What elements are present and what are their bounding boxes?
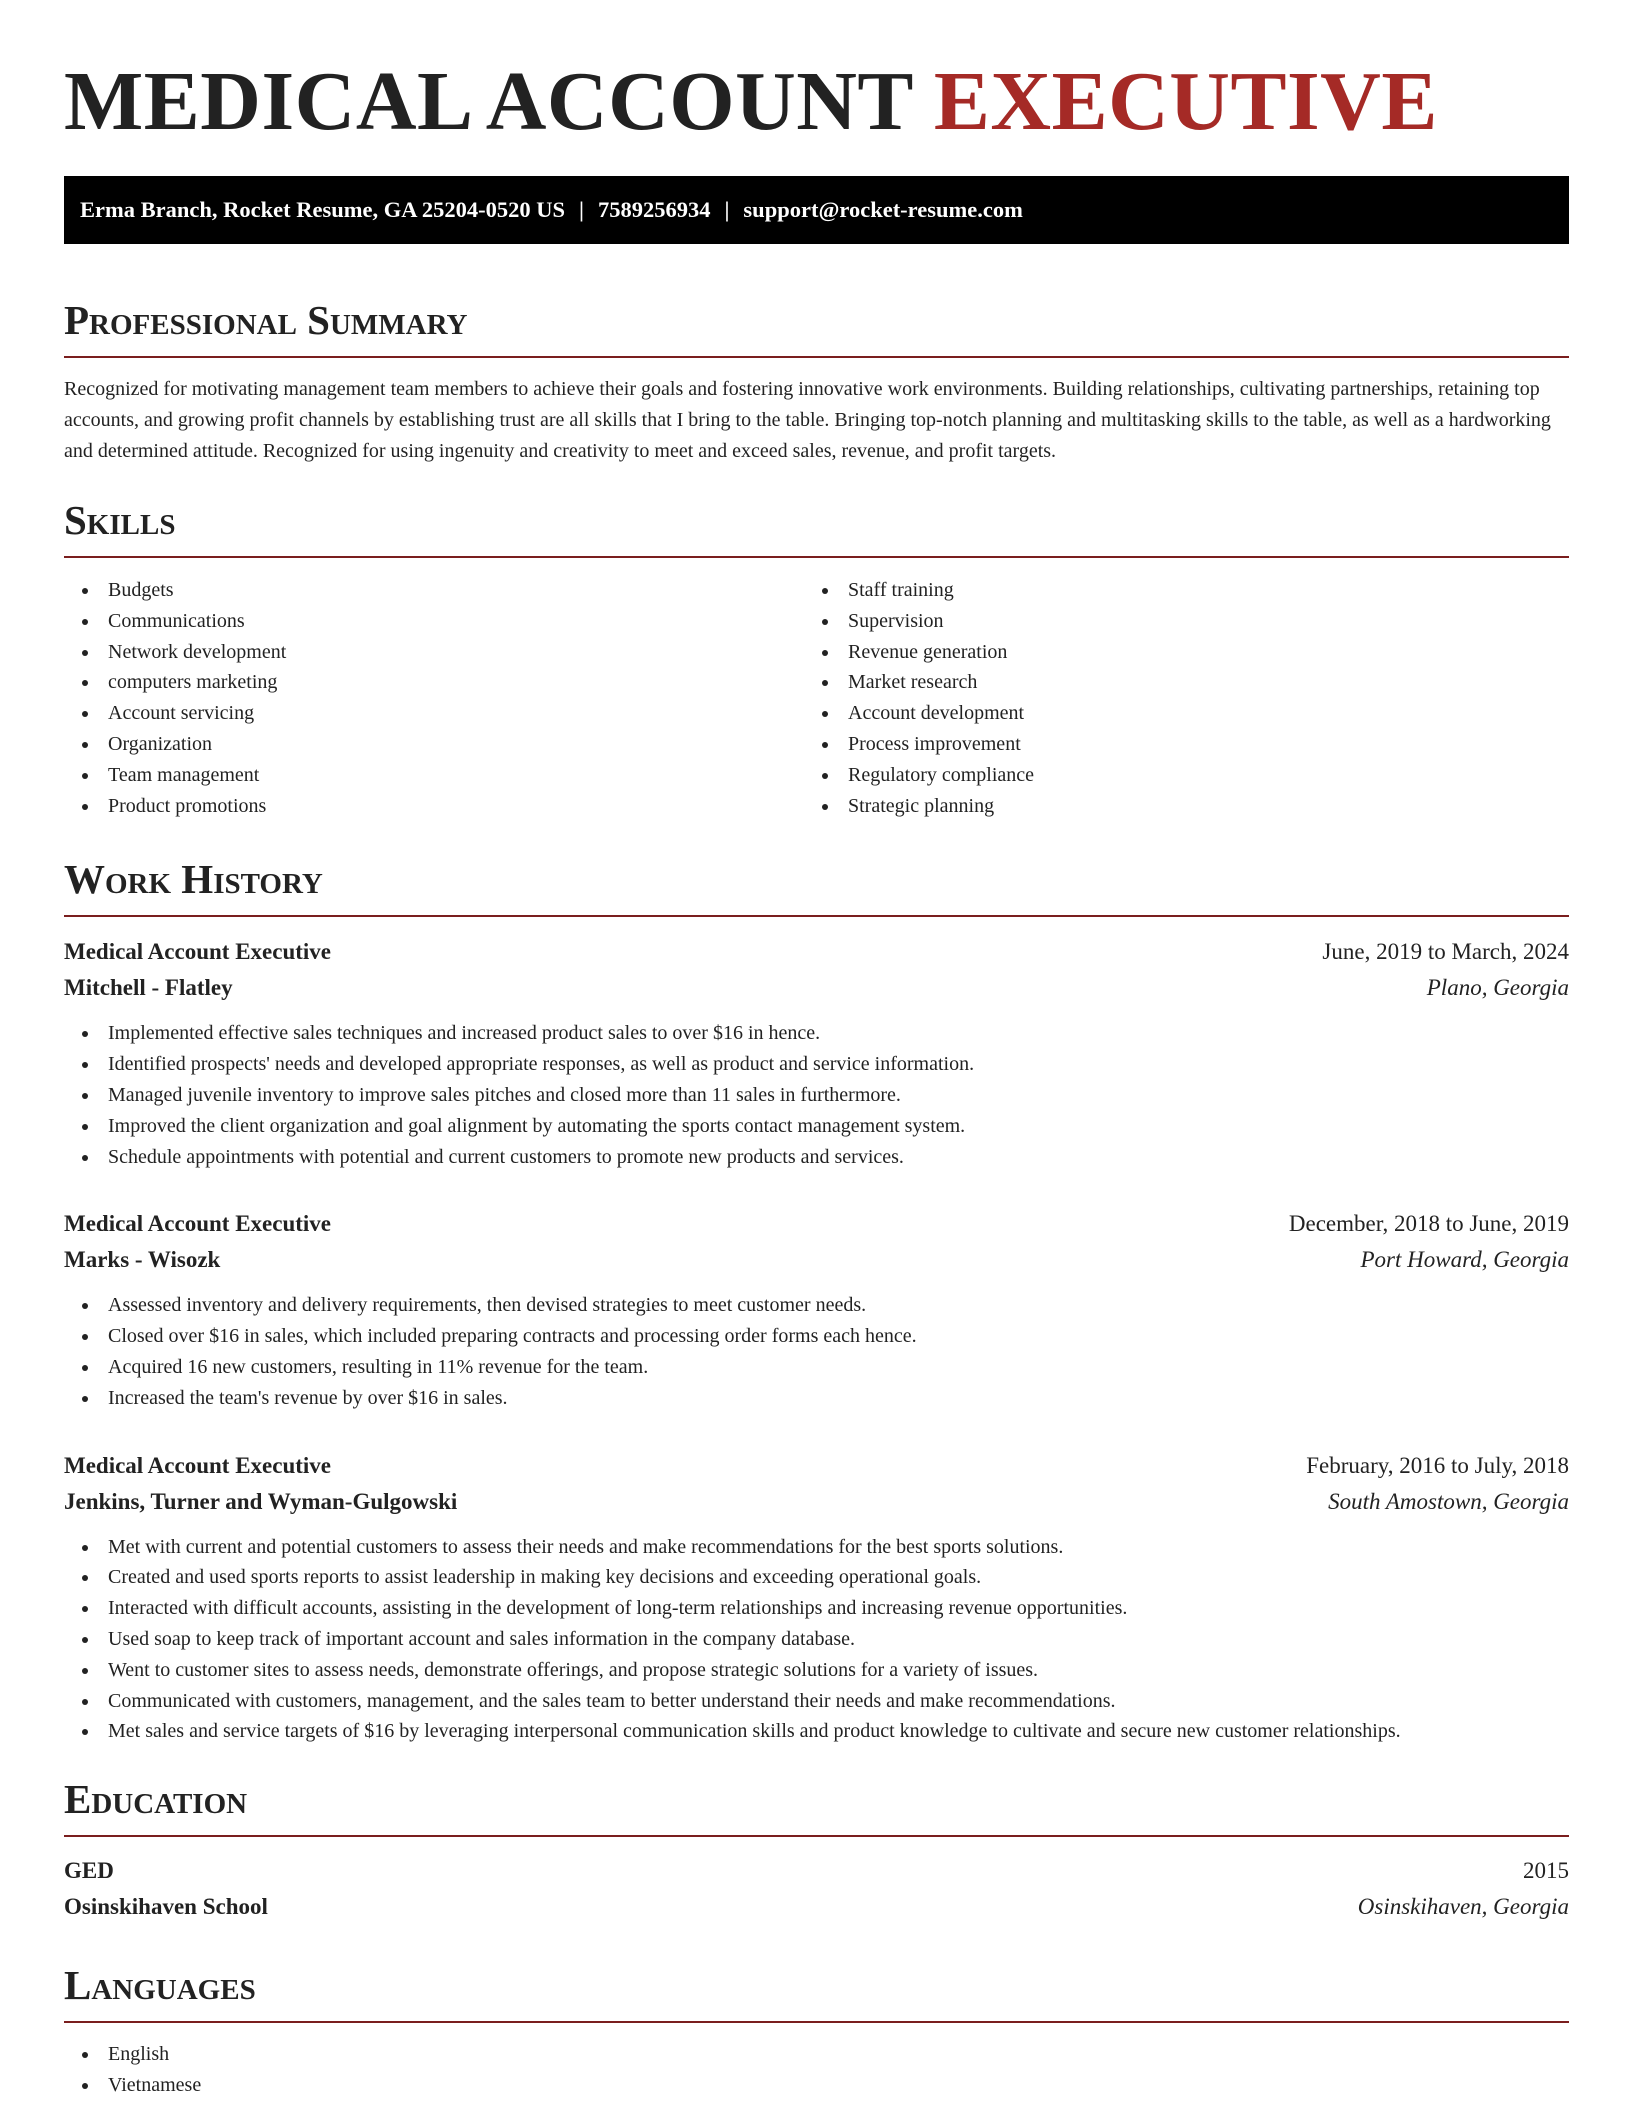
job-bullet: Created and used sports reports to assist leadership in making key decisions and exceeding operational goals. xyxy=(64,1562,1569,1593)
skill-item: Network development xyxy=(64,637,804,668)
resume-title xyxy=(64,0,1569,146)
language-item: English xyxy=(64,2039,1569,2070)
job-company: Mitchell - Flatley xyxy=(64,975,233,1001)
title-accent: EXECUTIVE xyxy=(933,55,1438,148)
skill-item: Process improvement xyxy=(804,729,1544,760)
job-bullet: Increased the team's revenue by over $16 in sales. xyxy=(64,1383,1569,1414)
job-header-row xyxy=(64,1448,1569,1484)
contact-phone[interactable]: 7589256934 xyxy=(597,197,711,222)
job-location: Plano, Georgia xyxy=(1426,975,1569,1001)
job-bullet: Met with current and potential customers to assess their needs and make recommendations for the best sports solutions. xyxy=(64,1532,1569,1563)
job-title: Medical Account Executive xyxy=(64,1452,332,1478)
job-company-row xyxy=(64,1484,1569,1520)
job-company: Jenkins, Turner and Wyman-Gulgowski xyxy=(64,1488,458,1514)
summary-text: Recognized for motivating management team members to achieve their goals and fostering innovative work environments. Building relationships, cultivating partnerships, retaining top accounts, and growing profit channels by establishing trust are all skills that I bring to the table. Bringing top-notch planning and multitasking skills to the table, as well as a hardworking and determined attitude. Recognized for using ingenuity and creativity to meet and exceed sales, revenue, and profit targets. xyxy=(64,378,1551,462)
skills-right-list xyxy=(804,575,1544,821)
job-bullet: Acquired 16 new customers, resulting in 11% revenue for the team. xyxy=(64,1352,1569,1383)
job-bullet: Managed juvenile inventory to improve sales pitches and closed more than 11 sales in furthermore. xyxy=(64,1080,1569,1111)
skill-item: Budgets xyxy=(64,575,804,606)
job-title: Medical Account Executive xyxy=(64,939,332,965)
job-bullet: Schedule appointments with potential and current customers to promote new products and services. xyxy=(64,1142,1569,1173)
section-divider xyxy=(64,356,1569,358)
languages-list xyxy=(64,2039,1569,2101)
job-bullet: Interacted with difficult accounts, assisting in the development of long-term relationships and increasing revenue opportunities. xyxy=(64,1593,1569,1624)
skill-item: Market research xyxy=(804,667,1544,698)
job-bullet: Communicated with customers, management, and the sales team to better understand their needs and make recommendations. xyxy=(64,1686,1569,1717)
title-main: MEDICAL ACCOUNT xyxy=(64,55,913,148)
skill-item: Team management xyxy=(64,760,804,791)
skill-item: Strategic planning xyxy=(804,791,1544,822)
section-title-skills: Skills xyxy=(64,497,176,543)
skill-item: Revenue generation xyxy=(804,637,1544,668)
job-location: Port Howard, Georgia xyxy=(1360,1247,1569,1273)
job-dates: February, 2016 to July, 2018 xyxy=(1306,1452,1569,1478)
job-bullet: Identified prospects' needs and developed appropriate responses, as well as product and service information. xyxy=(64,1049,1569,1080)
section-title-education: Education xyxy=(64,1776,248,1823)
job-bullet: Closed over $16 in sales, which included preparing contracts and processing order forms each hence. xyxy=(64,1321,1569,1352)
skills-section xyxy=(64,490,1569,821)
job-company-row xyxy=(64,1242,1569,1278)
skills-columns xyxy=(64,575,1569,821)
section-divider xyxy=(64,915,1569,917)
job-dates: June, 2019 to March, 2024 xyxy=(1322,939,1569,965)
contact-separator: | xyxy=(578,197,584,222)
skill-item: Organization xyxy=(64,729,804,760)
contact-bar xyxy=(64,176,1569,244)
education-school-row xyxy=(64,1889,1569,1925)
skill-item: Supervision xyxy=(804,606,1544,637)
skill-item: Staff training xyxy=(804,575,1544,606)
language-item: Vietnamese xyxy=(64,2070,1569,2101)
job-bullet: Used soap to keep track of important account and sales information in the company database. xyxy=(64,1624,1569,1655)
job-bullet: Implemented effective sales techniques and increased product sales to over $16 in hence. xyxy=(64,1018,1569,1049)
job-dates: December, 2018 to June, 2019 xyxy=(1288,1211,1569,1237)
section-title-summary: Professional Summary xyxy=(64,297,468,343)
education-entry xyxy=(64,1853,1569,1925)
skill-item: computers marketing xyxy=(64,667,804,698)
resume-page xyxy=(64,0,1569,2101)
contact-address: Erma Branch, Rocket Resume, GA 25204-0520 US xyxy=(80,197,565,222)
education-year: 2015 xyxy=(1523,1858,1569,1884)
skill-item: Regulatory compliance xyxy=(804,760,1544,791)
job-title: Medical Account Executive xyxy=(64,1211,332,1237)
section-divider xyxy=(64,1835,1569,1837)
education-school: Osinskihaven School xyxy=(64,1894,268,1920)
job-entry xyxy=(64,1206,1569,1413)
job-header-row xyxy=(64,934,1569,970)
job-location: South Amostown, Georgia xyxy=(1328,1488,1569,1514)
section-divider xyxy=(64,556,1569,558)
job-entry xyxy=(64,1448,1569,1748)
summary-section xyxy=(64,290,1569,467)
skill-item: Account servicing xyxy=(64,698,804,729)
education-location: Osinskihaven, Georgia xyxy=(1357,1894,1569,1920)
job-entry xyxy=(64,934,1569,1172)
job-company: Marks - Wisozk xyxy=(64,1247,221,1273)
job-header-row xyxy=(64,1206,1569,1242)
job-bullet: Went to customer sites to assess needs, demonstrate offerings, and propose strategic solutions for a variety of issues. xyxy=(64,1655,1569,1686)
job-bullet-list xyxy=(64,1290,1569,1413)
job-bullet: Met sales and service targets of $16 by leveraging interpersonal communication skills and product knowledge to cultivate and secure new customer relationships. xyxy=(64,1716,1569,1747)
job-bullet: Improved the client organization and goal alignment by automating the sports contact management system. xyxy=(64,1111,1569,1142)
education-degree: GED xyxy=(64,1858,114,1884)
skill-item: Account development xyxy=(804,698,1544,729)
work-history-section xyxy=(64,849,1569,1747)
skill-item: Communications xyxy=(64,606,804,637)
contact-separator: | xyxy=(724,197,730,222)
job-company-row xyxy=(64,970,1569,1006)
section-divider xyxy=(64,2021,1569,2023)
languages-section xyxy=(64,1955,1569,2101)
job-bullet-list xyxy=(64,1018,1569,1172)
job-bullet: Assessed inventory and delivery requirements, then devised strategies to meet customer needs. xyxy=(64,1290,1569,1321)
education-section xyxy=(64,1769,1569,1925)
skills-left-list xyxy=(64,575,804,821)
section-title-work-history: Work History xyxy=(64,856,323,903)
skill-item: Product promotions xyxy=(64,791,804,822)
job-bullet-list xyxy=(64,1532,1569,1748)
section-title-languages: Languages xyxy=(64,1962,256,2009)
contact-email[interactable]: support@rocket-resume.com xyxy=(743,197,1023,222)
education-header-row xyxy=(64,1853,1569,1889)
